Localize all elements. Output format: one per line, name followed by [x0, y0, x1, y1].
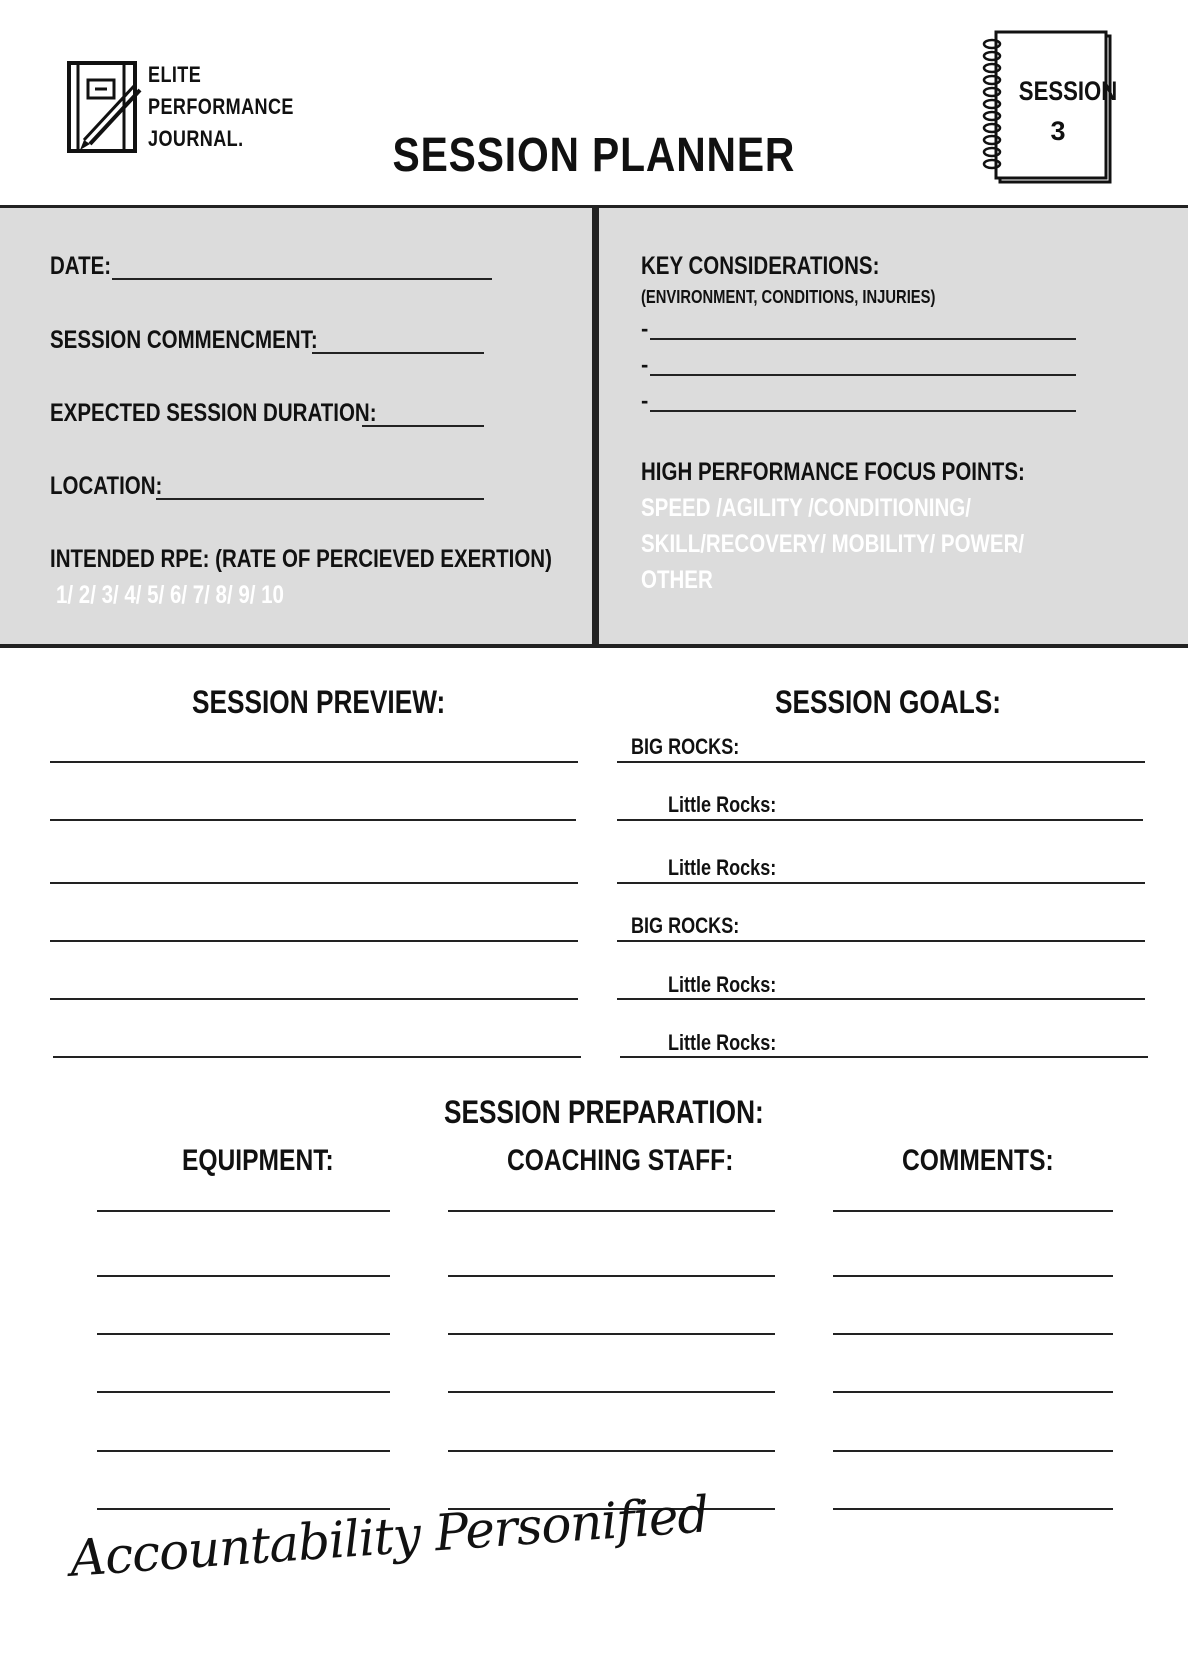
consideration-field[interactable] [650, 374, 1076, 376]
session-preparation-heading: SESSION PREPARATION: [444, 1094, 764, 1130]
big-rocks-label: BIG ROCKS: [631, 913, 740, 938]
consideration-bullet: - [641, 388, 649, 413]
coaching-staff-line[interactable] [448, 1275, 775, 1277]
preview-line[interactable] [50, 761, 578, 763]
focus-points-line-1[interactable]: SPEED /AGILITY /CONDITIONING/ [641, 494, 971, 522]
duration-field[interactable] [362, 425, 484, 427]
little-rocks-label: Little Rocks: [668, 1030, 777, 1055]
consideration-field[interactable] [650, 410, 1076, 412]
focus-points-heading: HIGH PERFORMANCE FOCUS POINTS: [641, 458, 1025, 486]
comments-line[interactable] [833, 1391, 1113, 1393]
goal-line[interactable] [617, 882, 1145, 884]
equipment-line[interactable] [97, 1391, 390, 1393]
little-rocks-label: Little Rocks: [668, 972, 777, 997]
location-field[interactable] [156, 498, 484, 500]
comments-line[interactable] [833, 1275, 1113, 1277]
location-label: LOCATION: [50, 472, 163, 500]
coaching-staff-line[interactable] [448, 1333, 775, 1335]
brand-name-line-2: PERFORMANCE [148, 94, 294, 119]
goal-line[interactable] [617, 998, 1145, 1000]
goal-line[interactable] [617, 819, 1143, 821]
coaching-staff-line[interactable] [448, 1210, 775, 1212]
session-badge-number: 3 [1050, 116, 1066, 146]
coaching-staff-line[interactable] [448, 1391, 775, 1393]
key-considerations-heading: KEY CONSIDERATIONS: [641, 252, 880, 280]
band-divider [592, 208, 599, 644]
goal-line[interactable] [620, 1056, 1148, 1058]
consideration-field[interactable] [650, 338, 1076, 340]
goal-line[interactable] [617, 761, 1145, 763]
session-preview-heading: SESSION PREVIEW: [192, 684, 446, 720]
duration-label: EXPECTED SESSION DURATION: [50, 399, 377, 427]
rpe-label: INTENDED RPE: (RATE OF PERCIEVED EXERTION) [50, 545, 552, 573]
equipment-line[interactable] [97, 1450, 390, 1452]
page-title-text: SESSION PLANNER [392, 129, 796, 182]
commencement-field[interactable] [312, 352, 484, 354]
preview-line[interactable] [50, 819, 576, 821]
date-label: DATE: [50, 252, 112, 280]
preview-line[interactable] [50, 882, 578, 884]
equipment-line[interactable] [97, 1275, 390, 1277]
session-goals-heading: SESSION GOALS: [775, 684, 1001, 720]
consideration-bullet: - [641, 316, 649, 341]
equipment-heading: EQUIPMENT: [182, 1144, 334, 1177]
session-badge-label [1008, 76, 1118, 107]
brand-name-line-1: ELITE [148, 62, 202, 87]
coaching-staff-heading: COACHING STAFF: [507, 1144, 734, 1177]
preview-line[interactable] [50, 998, 578, 1000]
comments-line[interactable] [833, 1333, 1113, 1335]
little-rocks-label: Little Rocks: [668, 792, 777, 817]
focus-points-line-3[interactable]: OTHER [641, 566, 713, 594]
date-field[interactable] [112, 278, 492, 280]
big-rocks-label: BIG ROCKS: [631, 734, 740, 759]
focus-points-line-2[interactable]: SKILL/RECOVERY/ MOBILITY/ POWER/ [641, 530, 1025, 558]
commencement-label: SESSION COMMENCMENT: [50, 326, 318, 354]
preview-line[interactable] [50, 940, 578, 942]
equipment-line[interactable] [97, 1333, 390, 1335]
coaching-staff-line[interactable] [448, 1450, 775, 1452]
key-considerations-subheading: (ENVIRONMENT, CONDITIONS, INJURIES) [641, 287, 936, 307]
comments-heading: COMMENTS: [902, 1144, 1054, 1177]
rpe-scale[interactable]: 1/ 2/ 3/ 4/ 5/ 6/ 7/ 8/ 9/ 10 [56, 581, 284, 609]
spiral-notebook-icon [980, 30, 1114, 186]
comments-line[interactable] [833, 1450, 1113, 1452]
session-badge-label-text: SESSION [1018, 76, 1118, 106]
goal-line[interactable] [617, 940, 1145, 942]
preview-line[interactable] [53, 1056, 581, 1058]
signature-tagline: Accountability Personified [68, 1485, 711, 1588]
equipment-line[interactable] [97, 1210, 390, 1212]
little-rocks-label: Little Rocks: [668, 855, 777, 880]
comments-line[interactable] [833, 1210, 1113, 1212]
comments-line[interactable] [833, 1508, 1113, 1510]
brand-name-line-3: JOURNAL. [148, 126, 244, 151]
consideration-bullet: - [641, 352, 649, 377]
